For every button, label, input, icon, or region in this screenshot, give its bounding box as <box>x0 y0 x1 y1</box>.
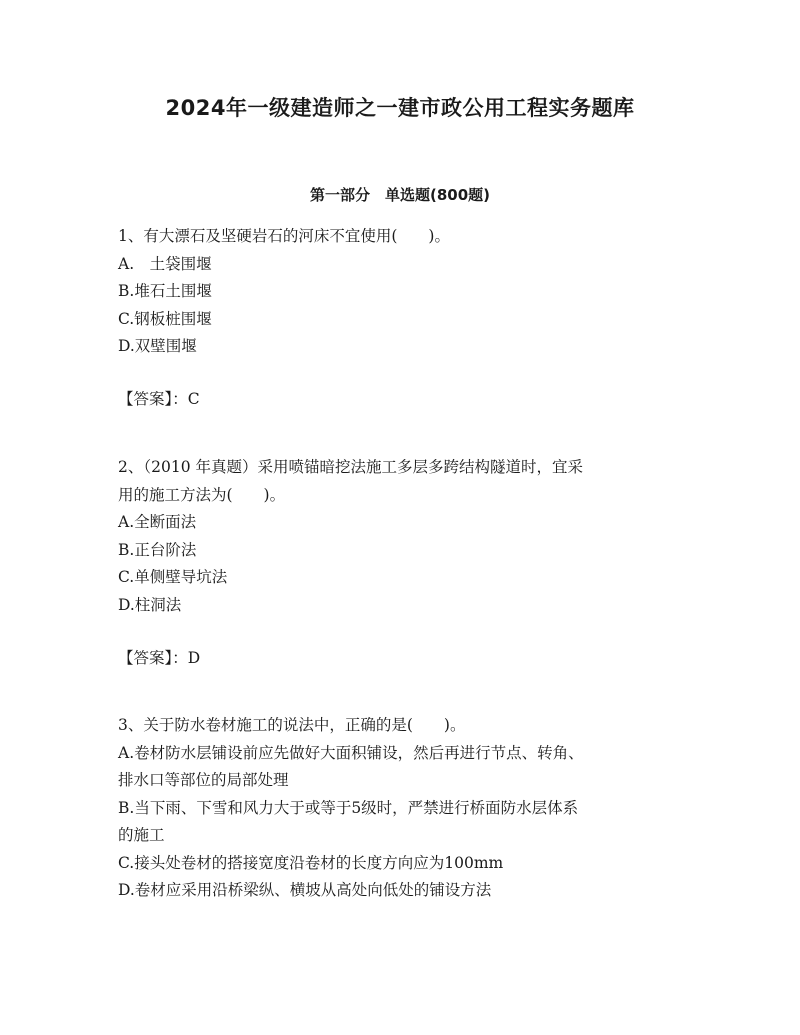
option-c: C.钢板桩围堰 <box>118 309 212 328</box>
option-a: A.全断面法 <box>118 513 197 531</box>
option-b: B.当下雨、下雪和风力大于或等于5级时，严禁进行桥面防水层体系 <box>118 798 579 817</box>
option-d: D.卷材应采用沿桥梁纵、横坡从高处向低处的铺设方法 <box>118 881 492 899</box>
question-stem-line-1: 2、（2010 年真题）采用喷锚暗挖法施工多层多跨结构隧道时，宜采 <box>118 458 583 476</box>
option-c: C.单侧壁导坑法 <box>118 568 228 586</box>
option-b: B.堆石土围堰 <box>118 282 212 300</box>
option-b-continued: 的施工 <box>118 826 165 844</box>
option-c: C.接头处卷材的搭接宽度沿卷材的长度方向应为100mm <box>118 853 504 872</box>
page-title: 2024年一级建造师之一建市政公用工程实务题库 <box>165 96 635 120</box>
question-stem-line-2: 用的施工方法为( )。 <box>118 485 286 504</box>
option-b: B.正台阶法 <box>118 540 197 559</box>
question-3 <box>118 712 678 905</box>
answer-2: 【答案】：D <box>118 649 201 667</box>
option-a-continued: 排水口等部位的局部处理 <box>118 771 289 789</box>
option-a: A. 土袋围堰 <box>118 254 212 273</box>
section-title: 第一部分 单选题(800题) <box>309 186 491 204</box>
question-2 <box>118 454 678 619</box>
option-a: A.卷材防水层铺设前应先做好大面积铺设，然后再进行节点、转角、 <box>118 743 584 762</box>
option-d: D.双壁围堰 <box>118 337 197 355</box>
question-stem: 3、关于防水卷材施工的说法中，正确的是( )。 <box>118 716 466 734</box>
question-1 <box>118 223 678 361</box>
option-d: D.柱洞法 <box>118 595 182 614</box>
answer-1: 【答案】：C <box>118 390 200 408</box>
question-stem: 1、有大漂石及坚硬岩石的河床不宜使用( )。 <box>118 227 450 245</box>
